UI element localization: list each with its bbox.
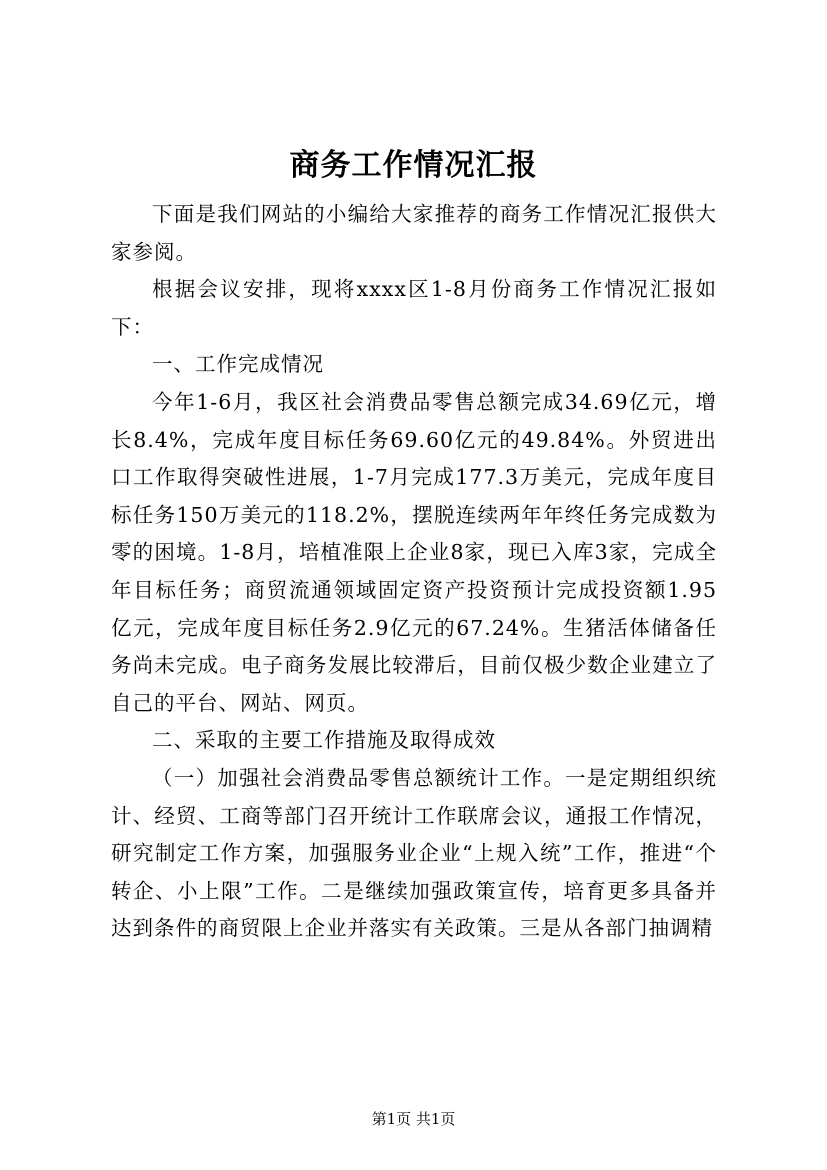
arrangement-paragraph: 根据会议安排，现将xxxx区1-8月份商务工作情况汇报如下：: [111, 277, 717, 339]
measures-paragraph: （一）加强社会消费品零售总额统计工作。一是定期组织统计、经贸、工商等部门召开统计工作联席会议，通报工作情况，研究制定工作方案，加强服务业企业“上规入统”工作，推进“个转企、小上限”工作。二是继续加强政策宣传，培育更多具备并达到条件的商贸限上企业并落实有关政策。三是从各部门抽调精: [111, 765, 717, 941]
page-footer: 第1页 共1页: [371, 1110, 456, 1128]
section-heading-2: 二、采取的主要工作措施及取得成效: [152, 728, 496, 753]
document-body: [111, 196, 717, 948]
completion-paragraph: 今年1-6月，我区社会消费品零售总额完成34.69亿元，增长8.4%，完成年度目标任务69.60亿元的49.84%。外贸进出口工作取得突破性进展，1-7月完成177.3万美元，完成年度目标任务150万美元的118.2%，摆脱连续两年年终任务完成数为零的困境。1-8月，培植准限上企业8家，现已入库3家，完成全年目标任务；商贸流通领域固定资产投资预计完成投资额1.95亿元，完成年度目标任务2.9亿元的67.24%。生猪活体储备任务尚未完成。电子商务发展比较滞后，目前仅极少数企业建立了自己的平台、网站、网页。: [111, 389, 717, 715]
intro-paragraph: 下面是我们网站的小编给大家推荐的商务工作情况汇报供大家参阅。: [111, 202, 717, 264]
document-title: 商务工作情况汇报: [289, 148, 538, 183]
section-heading-1: 一、工作完成情况: [152, 352, 324, 377]
